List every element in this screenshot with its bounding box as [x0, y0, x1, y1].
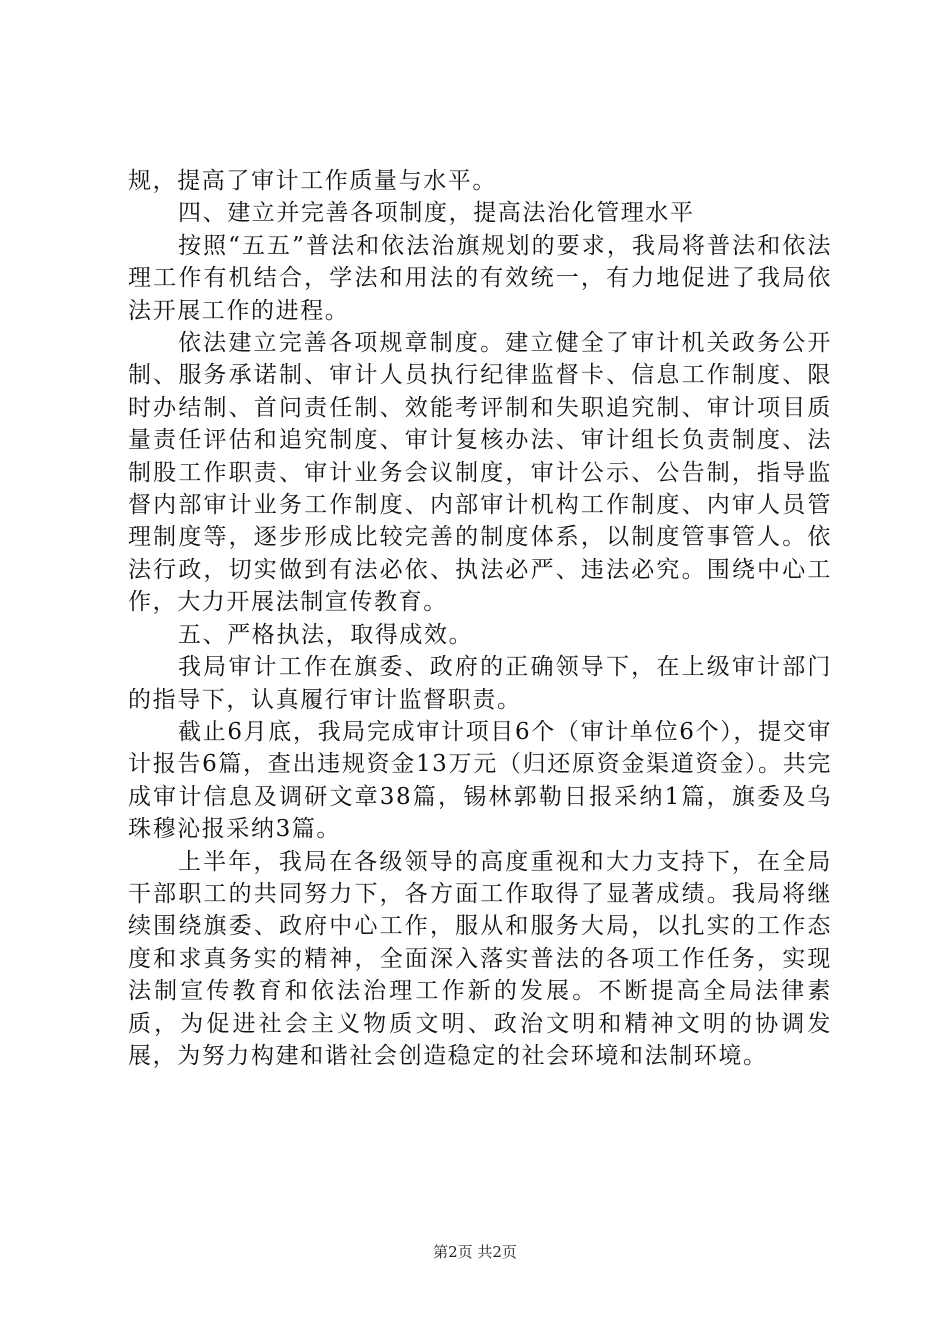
- paragraph: 上半年，我局在各级领导的高度重视和大力支持下，在全局干部职工的共同努力下，各方面工作取得了显著成绩。我局将继续围绕旗委、政府中心工作，服从和服务大局，以扎实的工作态度和求真务实的精神，全面深入落实普法的各项工作任务，实现法制宣传教育和依法治理工作新的发展。不断提高全局法律素质，为促进社会主义物质文明、政治文明和精神文明的协调发展，为努力构建和谐社会创造稳定的社会环境和法制环境。: [128, 848, 832, 1069]
- paragraph: 按照“五五”普法和依法治旗规划的要求，我局将普法和依法理工作有机结合，学法和用法的有效统一，有力地促进了我局依法开展工作的进程。: [128, 232, 832, 324]
- paragraph: 截止6月底，我局完成审计项目6个（审计单位6个），提交审计报告6篇，查出违规资金13万元（归还原资金渠道资金）。共完成审计信息及调研文章38篇，锡林郭勒日报采纳1篇，旗委及乌珠穆沁报采纳3篇。: [128, 718, 832, 843]
- section-heading-four: 四、建立并完善各项制度，提高法治化管理水平: [178, 200, 695, 227]
- document-body: [128, 165, 832, 1072]
- paragraph: 我局审计工作在旗委、政府的正确领导下，在上级审计部门的指导下，认真履行审计监督职责。: [128, 654, 832, 713]
- section-heading-five: 五、严格执法，取得成效。: [178, 621, 474, 648]
- paragraph-continuation: 规，提高了审计工作质量与水平。: [128, 168, 497, 194]
- paragraph: 依法建立完善各项规章制度。建立健全了审计机关政务公开制、服务承诺制、审计人员执行纪律监督卡、信息工作制度、限时办结制、首问责任制、效能考评制和失职追究制、审计项目质量责任评估和追究制度、审计复核办法、审计组长负责制度、法制股工作职责、审计业务会议制度，审计公示、公告制，指导监督内部审计业务工作制度、内部审计机构工作制度、内审人员管理制度等，逐步形成比较完善的制度体系，以制度管事管人。依法行政，切实做到有法必依、执法必严、违法必究。围绕中心工作，大力开展法制宣传教育。: [128, 330, 832, 616]
- page-number-footer: 第2页 共2页: [433, 1243, 517, 1261]
